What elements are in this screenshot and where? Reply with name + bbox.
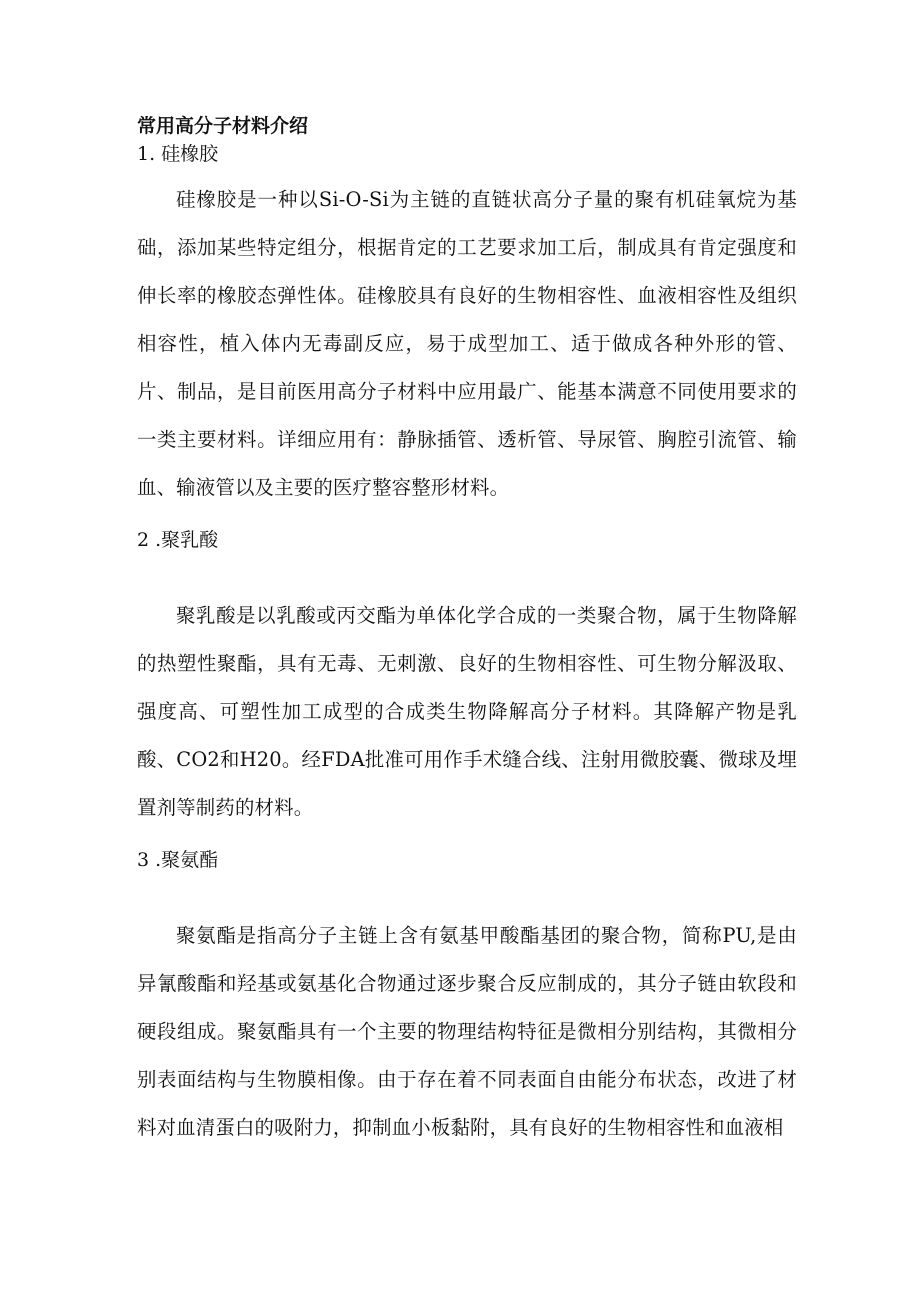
section-body-polylactic-acid: 聚乳酸是以乳酸或丙交酯为单体化学合成的一类聚合物，属于生物降解的热塑性聚酯，具有无毒、无刺激、良好的生物相容性、可生物分解汲取、强度高、可塑性加工成型的合成类生物降解高分子材料。其降解产物是乳酸、CO2和H20。经FDA批准可用作手术缝合线、注射用微胶囊、微球及埋置剂等制药的材料。: [137, 604, 797, 819]
section-body-polyurethane: 聚氨酯是指高分子主链上含有氨基甲酸酯基团的聚合物，简称PU,是由异氰酸酯和羟基或氨基化合物通过逐步聚合反应制成的，其分子链由软段和硬段组成。聚氨酯具有一个主要的物理结构特征是微相分别结构，其微相分别表面结构与生物膜相像。由于存在着不同表面自由能分布状态，改进了材料对血清蛋白的吸附力，抑制血小板黏附，具有良好的生物相容性和血液相: [137, 924, 797, 1139]
document-title: 常用高分子材料介绍: [137, 115, 309, 137]
section-body-silicone-rubber: 硅橡胶是一种以Si-O-Si为主链的直链状高分子量的聚有机硅氧烷为基础，添加某些特定组分，根据肯定的工艺要求加工后，制成具有肯定强度和伸长率的橡胶态弹性体。硅橡胶具有良好的生物相容性、血液相容性及组织相容性，植入体内无毒副反应，易于成型加工、适于做成各种外形的管、片、制品，是目前医用高分子材料中应用最广、能基本满意不同使用要求的一类主要材料。详细应用有：静脉插管、透析管、导尿管、胸腔引流管、输血、输液管以及主要的医疗整容整形材料。: [137, 188, 797, 499]
section-heading-polylactic-acid: 2 .聚乳酸: [137, 529, 219, 551]
section-heading-polyurethane: 3 .聚氨酯: [137, 849, 219, 871]
section-heading-silicone-rubber: 1. 硅橡胶: [137, 143, 219, 165]
